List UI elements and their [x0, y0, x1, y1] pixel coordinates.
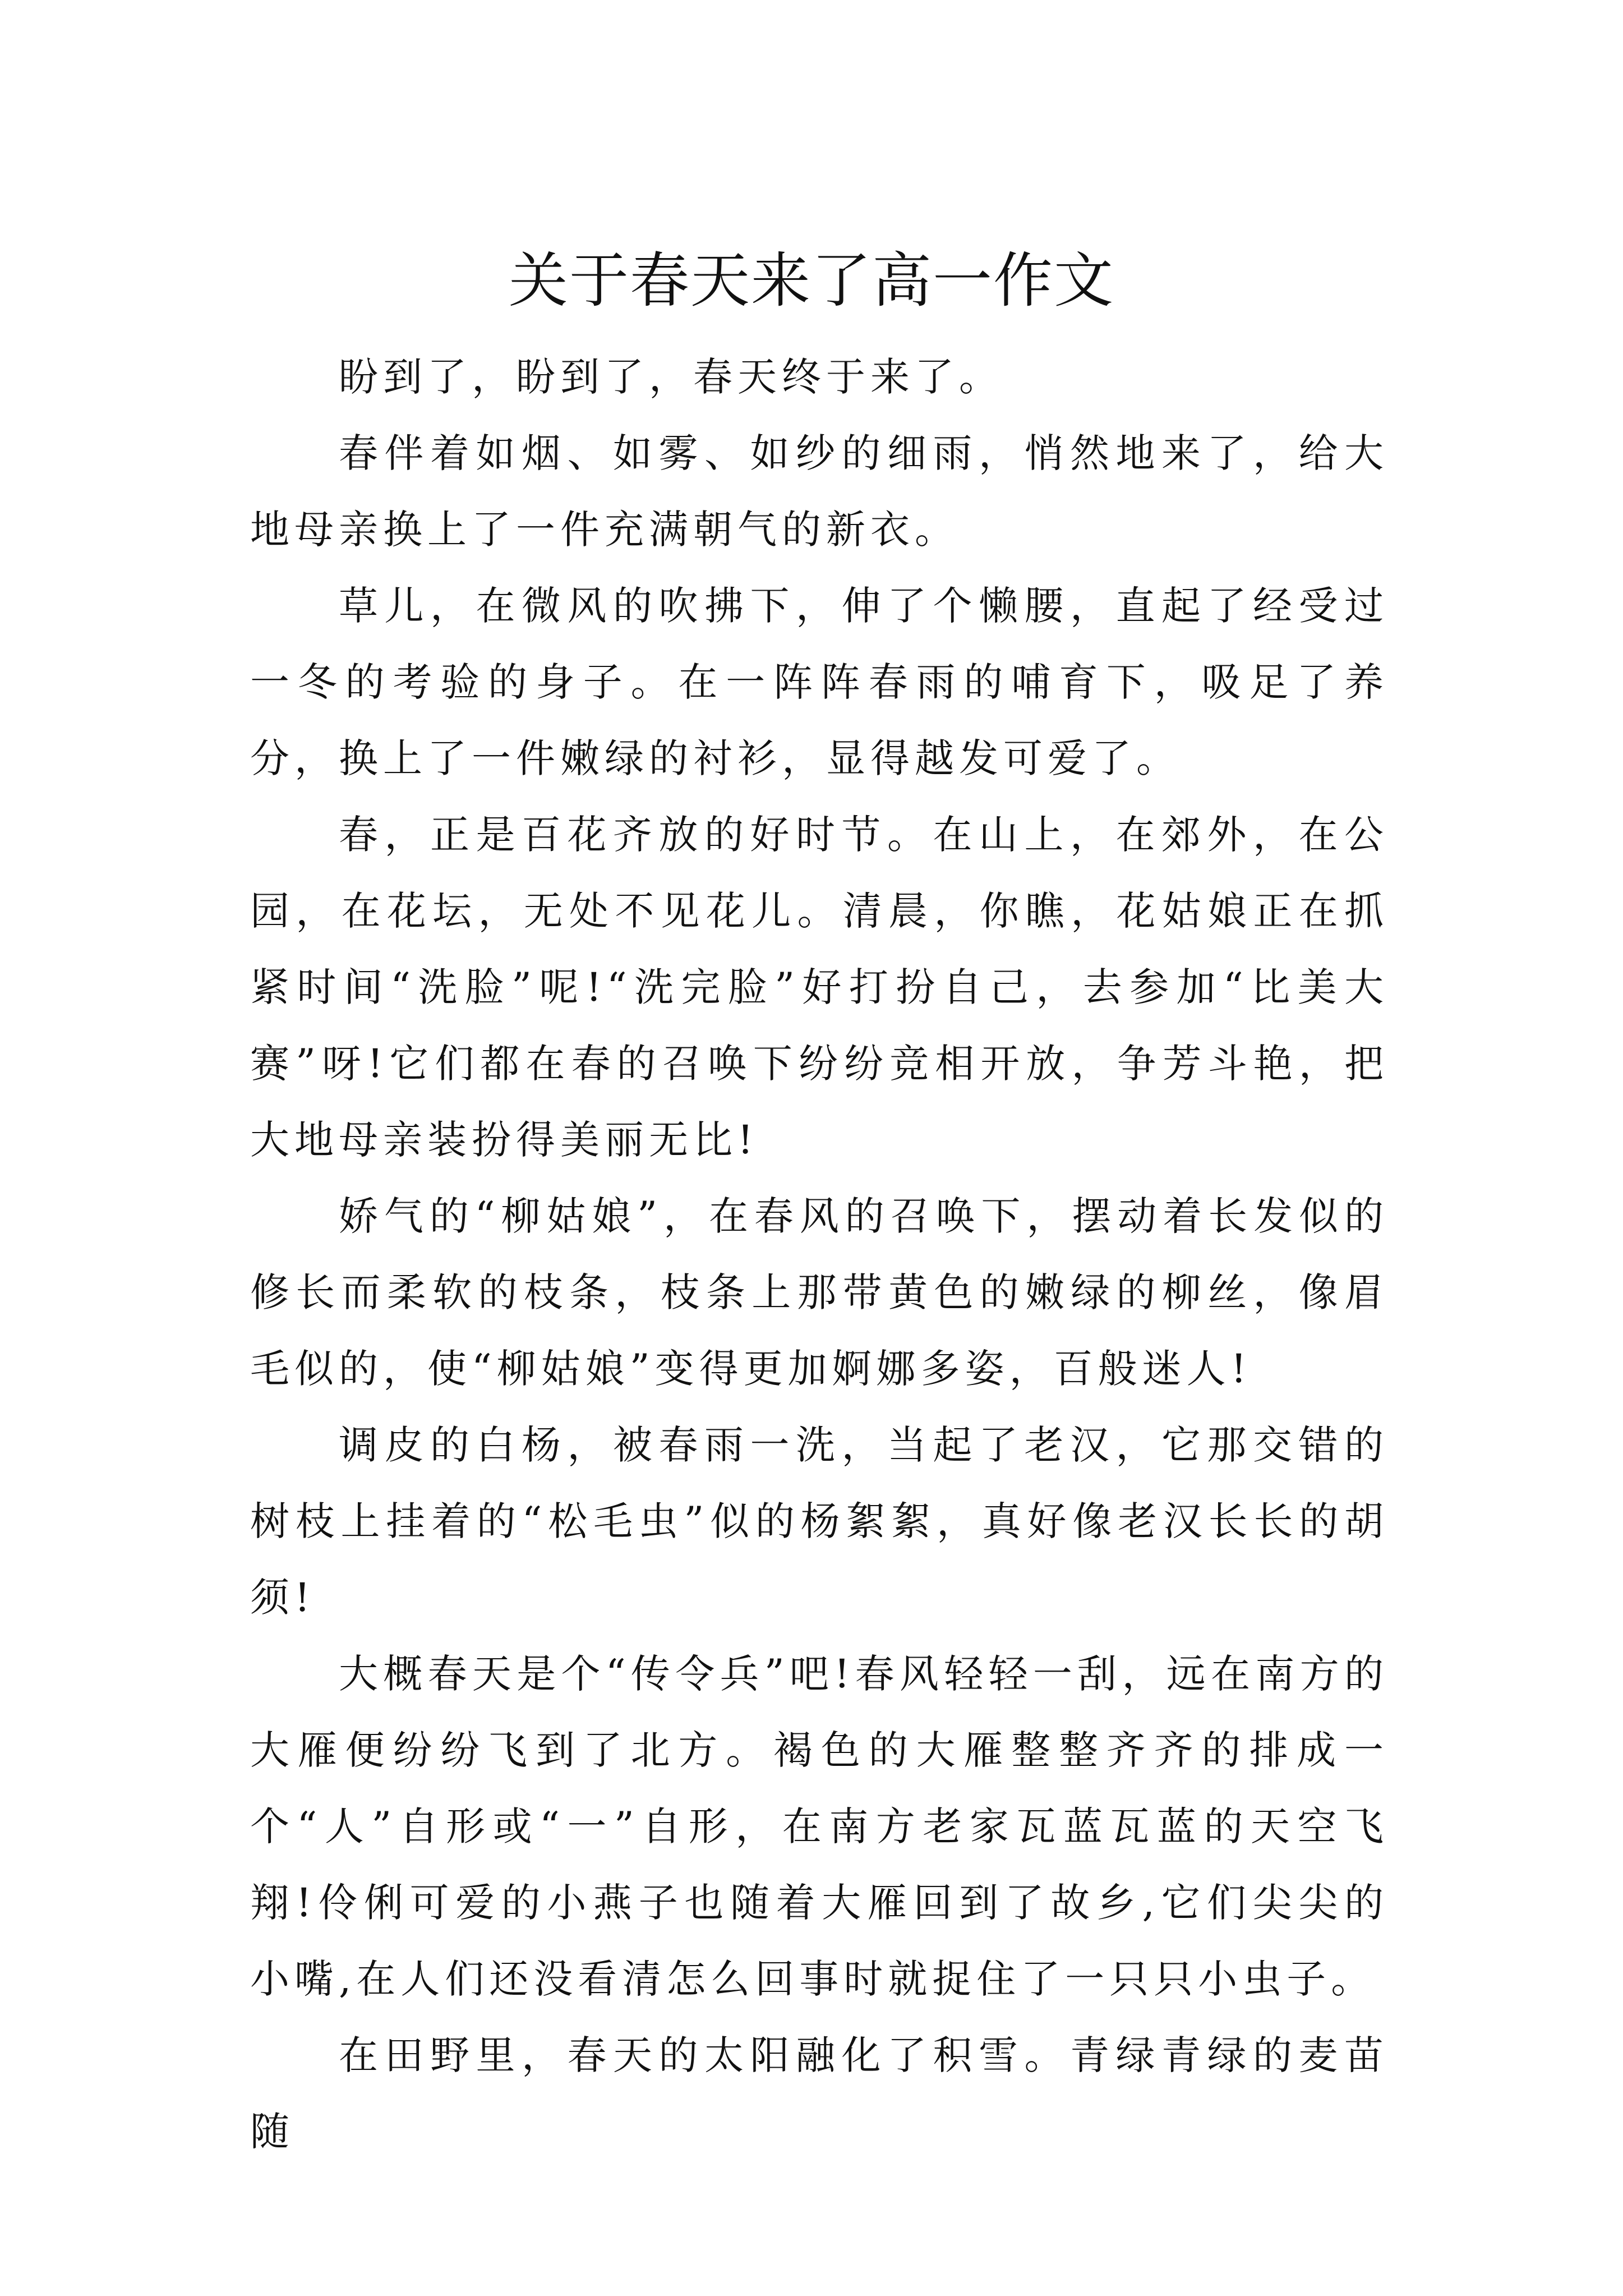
paragraph: 调皮的白杨，被春雨一洗，当起了老汉，它那交错的树枝上挂着的“松毛虫”似的杨絮絮，真好像老汉长长的胡须!: [250, 1422, 1389, 1621]
paragraph: 娇气的“柳姑娘”，在春风的召唤下，摆动着长发似的修长而柔软的枝条，枝条上那带黄色的嫩绿的柳丝，像眉毛似的，使“柳姑娘”变得更加婀娜多姿，百般迷人!: [250, 1193, 1389, 1392]
document-body: [250, 339, 1389, 2170]
document-title: 关于春天来了高一作文: [509, 246, 1114, 316]
paragraph: 草儿，在微风的吹拂下，伸了个懒腰，直起了经受过一冬的考验的身子。在一阵阵春雨的哺育下，吸足了养分，换上了一件嫩绿的衬衫，显得越发可爱了。: [250, 583, 1389, 781]
paragraph: 盼到了，盼到了，春天终于来了。: [339, 354, 1003, 400]
paragraph: 在田野里，春天的太阳融化了积雪。青绿青绿的麦苗随: [250, 2032, 1389, 2155]
paragraph: 春伴着如烟、如雾、如纱的细雨，悄然地来了，给大地母亲换上了一件充满朝气的新衣。: [250, 430, 1389, 553]
paragraph: 春，正是百花齐放的好时节。在山上，在郊外，在公园，在花坛，无处不见花儿。清晨，你瞧，花姑娘正在抓紧时间“洗脸”呢!“洗完脸”好打扮自己，去参加“比美大赛”呀!它们都在春的召唤下纷纷竞相开放，争芳斗艳，把大地母亲装扮得美丽无比!: [250, 812, 1389, 1163]
paragraph: 大概春天是个“传令兵”吧!春风轻轻一刮，远在南方的大雁便纷纷飞到了北方。褐色的大雁整整齐齐的排成一个“人”自形或“一”自形，在南方老家瓦蓝瓦蓝的天空飞翔!伶俐可爱的小燕子也随着大雁回到了故乡,它们尖尖的小嘴,在人们还没看清怎么回事时就捉住了一只只小虫子。: [250, 1651, 1389, 2002]
